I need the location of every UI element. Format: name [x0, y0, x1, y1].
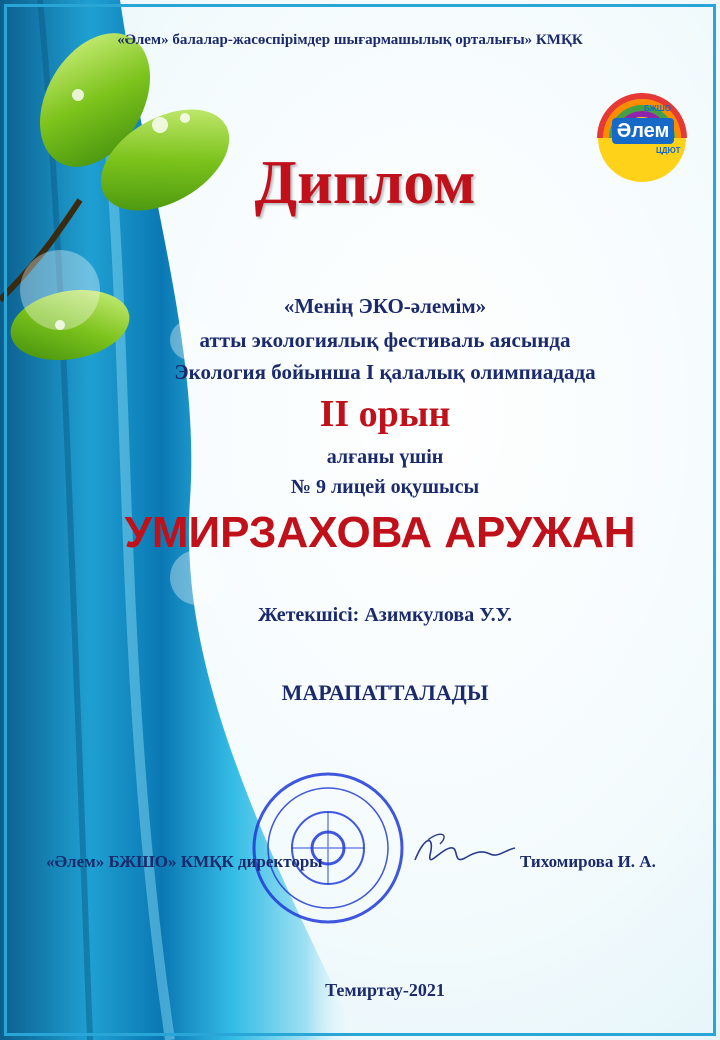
festival-line: атты экологиялық фестиваль аясында	[199, 328, 571, 352]
diploma-title: Диплом	[254, 149, 476, 217]
official-stamp-icon	[248, 768, 408, 928]
school-line: № 9 лицей оқушысы	[290, 476, 480, 498]
event-name: «Менің ЭКО-әлемім»	[283, 294, 487, 318]
bokeh-circle	[20, 250, 100, 330]
logo-top-text: БЖШО	[644, 104, 672, 113]
organization-header: «Әлем» балалар-жасөспірімдер шығармашылық орталығы» КМҚК	[117, 32, 583, 48]
recipient-name: УМИРЗАХОВА АРУЖАН	[124, 508, 636, 557]
supervisor-line: Жетекшісі: Азимкулова У.У.	[257, 604, 513, 626]
alem-logo	[582, 80, 702, 190]
for-line: алғаны үшін	[326, 446, 444, 468]
olympiad-line: Экология бойынша I қалалық олимпиадада	[174, 360, 596, 384]
director-position: «Әлем» БЖШО» КМҚК директоры	[46, 852, 323, 871]
place-award: II орын	[319, 393, 451, 435]
director-name: Тихомирова И. А.	[520, 852, 656, 871]
award-statement: МАРАПАТТАЛАДЫ	[281, 680, 489, 705]
bokeh-circle	[170, 550, 225, 605]
place-and-year: Темиртау-2021	[325, 980, 445, 1000]
handwritten-signature-icon	[410, 820, 520, 880]
logo-bottom-text: ЦДЮТ	[656, 146, 681, 155]
logo-main-text: Әлем	[612, 118, 674, 144]
